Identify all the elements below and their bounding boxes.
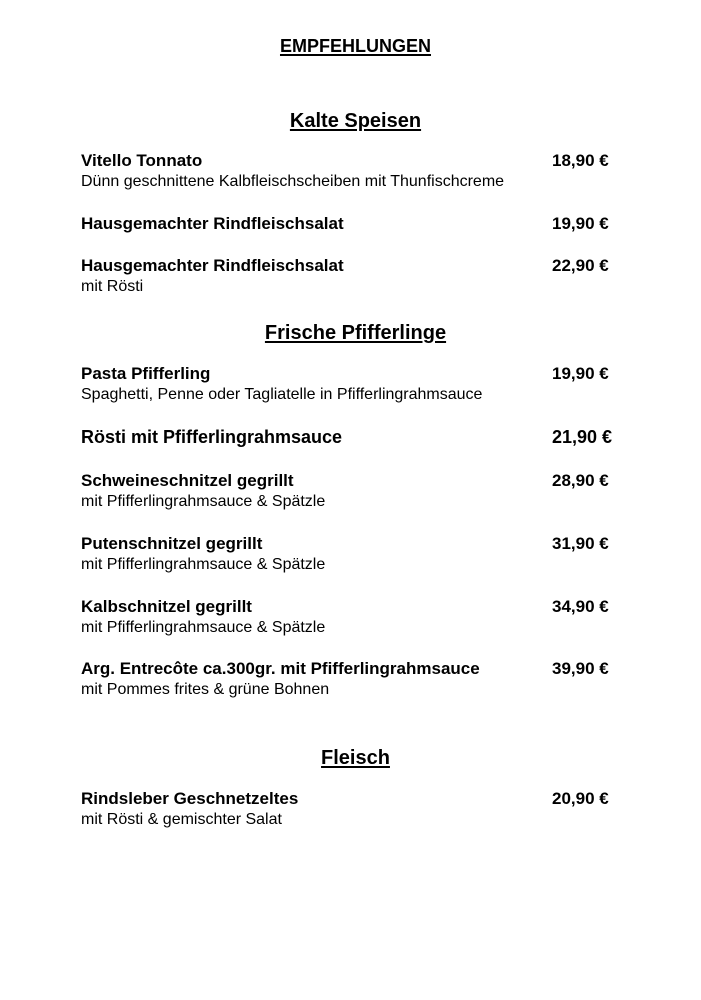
menu-item-description: mit Pfifferlingrahmsauce & Spätzle (81, 556, 326, 573)
menu-item-description: Dünn geschnittene Kalbfleischscheiben mit Thunfischcreme (81, 173, 505, 190)
menu-item-name: Pasta Pfifferling (81, 364, 211, 383)
menu-item-price: 39,90 € (552, 659, 609, 678)
page-title: EMPFEHLUNGEN (279, 36, 431, 56)
menu-item-description: mit Pfifferlingrahmsauce & Spätzle (81, 493, 326, 510)
menu-item-price: 19,90 € (552, 364, 609, 383)
section-heading-frische-pfifferlinge: Frische Pfifferlinge (264, 322, 447, 344)
menu-item-name: Hausgemachter Rindfleischsalat (81, 214, 344, 233)
menu-item-price: 19,90 € (552, 214, 609, 233)
menu-item-name: Rindsleber Geschnetzeltes (81, 789, 299, 808)
menu-item-name: Vitello Tonnato (81, 151, 203, 170)
menu-item-price: 28,90 € (552, 471, 609, 490)
menu-item-description: mit Rösti (81, 278, 144, 295)
section-heading-kalte-speisen: Kalte Speisen (289, 110, 422, 132)
section-heading-fleisch: Fleisch (321, 747, 390, 769)
menu-item-price: 20,90 € (552, 789, 609, 808)
menu-item-name: Rösti mit Pfifferlingrahmsauce (81, 427, 343, 447)
menu-item-description: mit Rösti & gemischter Salat (81, 811, 282, 828)
menu-item-name: Schweineschnitzel gegrillt (81, 471, 294, 490)
menu-item-price: 18,90 € (552, 151, 609, 170)
menu-item-price: 34,90 € (552, 597, 609, 616)
menu-item-description: mit Pfifferlingrahmsauce & Spätzle (81, 619, 326, 636)
menu-item-price: 22,90 € (552, 256, 609, 275)
menu-item-name: Kalbschnitzel gegrillt (81, 597, 252, 616)
menu-item-price: 21,90 € (552, 427, 613, 447)
menu-item-name: Arg. Entrecôte ca.300gr. mit Pfifferlingrahmsauce (81, 659, 480, 678)
menu-item-description: mit Pommes frites & grüne Bohnen (81, 681, 330, 698)
menu-item-price: 31,90 € (552, 534, 609, 553)
menu-item-name: Hausgemachter Rindfleischsalat (81, 256, 344, 275)
menu-item-description: Spaghetti, Penne oder Tagliatelle in Pfifferlingrahmsauce (81, 386, 483, 403)
menu-item-name: Putenschnitzel gegrillt (81, 534, 263, 553)
